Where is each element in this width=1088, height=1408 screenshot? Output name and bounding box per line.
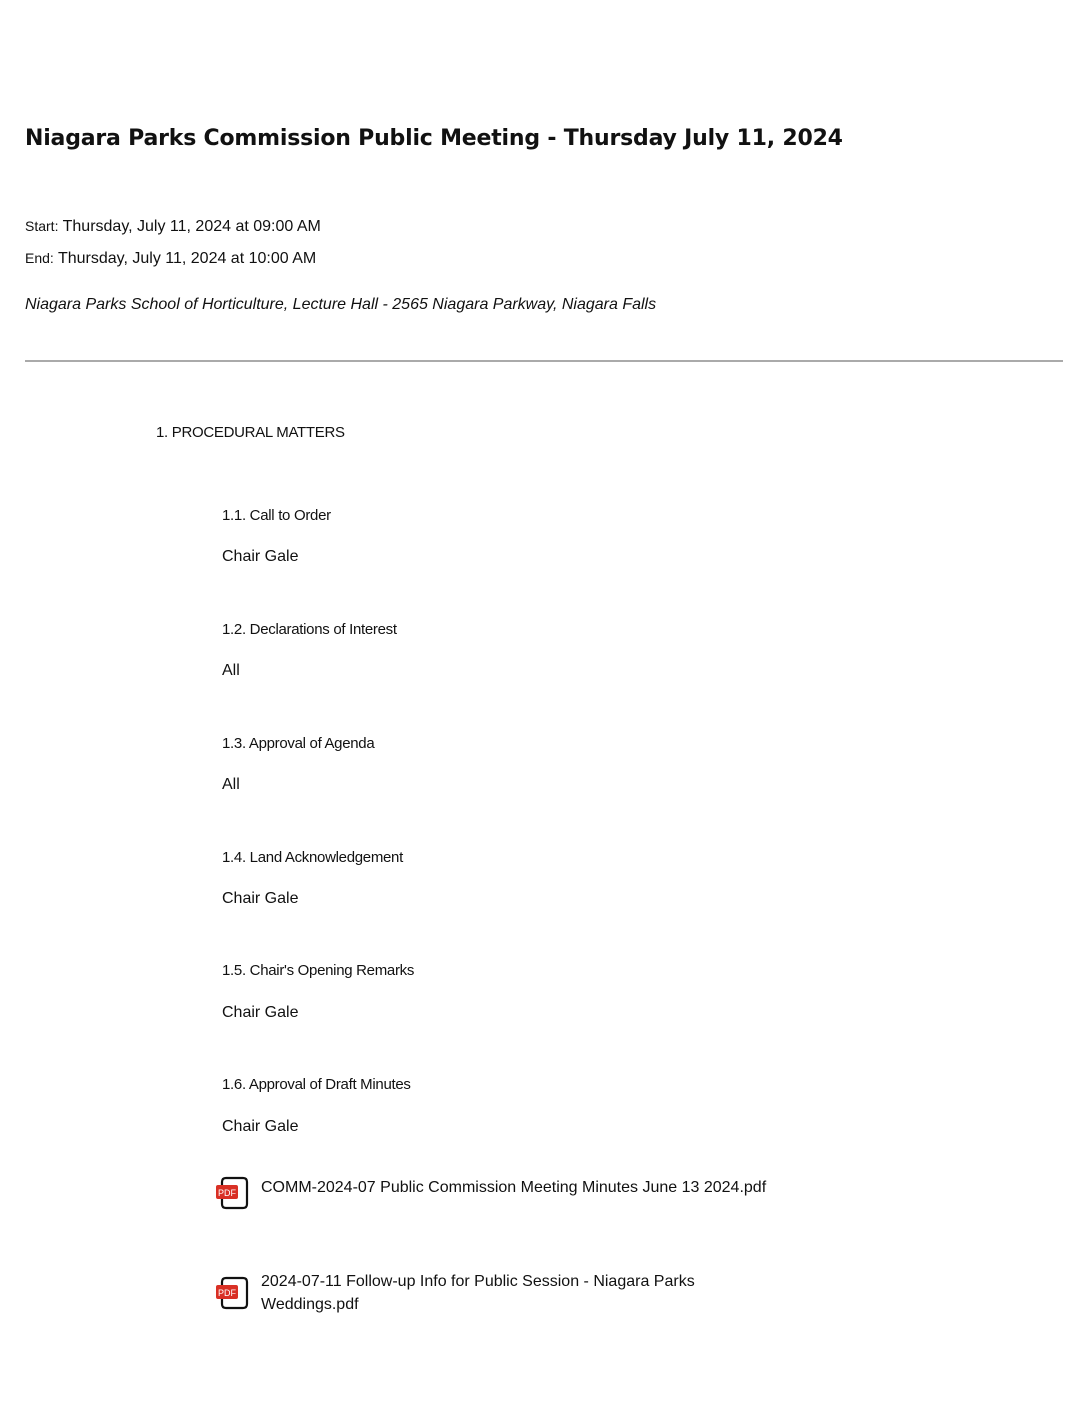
agenda-item-title: 1.1. Call to Order — [222, 507, 331, 524]
start-value: Thursday, July 11, 2024 at 09:00 AM — [62, 218, 321, 235]
end-label: End: — [25, 250, 54, 266]
end-value: Thursday, July 11, 2024 at 10:00 AM — [57, 250, 317, 267]
start-label: Start: — [25, 218, 59, 234]
attachment-minutes-pdf[interactable] — [216, 1176, 781, 1210]
pdf-file-icon — [216, 1176, 250, 1210]
attachment-weddings-pdf[interactable] — [216, 1270, 781, 1316]
agenda-item-presenter: All — [222, 662, 240, 679]
agenda-item-title: 1.6. Approval of Draft Minutes — [222, 1076, 411, 1093]
agenda-item-title: 1.4. Land Acknowledgement — [222, 849, 403, 866]
agenda-item-presenter: Chair Gale — [222, 890, 299, 907]
meeting-location: Niagara Parks School of Horticulture, Lecture Hall - 2565 Niagara Parkway, Niagara Falls — [25, 296, 657, 313]
agenda-item-presenter: Chair Gale — [222, 548, 299, 565]
meeting-title: Niagara Parks Commission Public Meeting - Thursday July 11, 2024 — [25, 126, 843, 151]
agenda-item-presenter: Chair Gale — [222, 1118, 299, 1135]
meeting-start — [25, 218, 321, 236]
pdf-badge-label: PDF — [218, 1188, 236, 1198]
attachment-link[interactable]: 2024-07-11 Follow-up Info for Public Session - Niagara Parks Weddings.pdf — [261, 1273, 695, 1313]
agenda-item-presenter: Chair Gale — [222, 1004, 299, 1021]
section-heading-procedural-matters: 1. PROCEDURAL MATTERS — [156, 424, 345, 441]
attachment-link[interactable]: COMM-2024-07 Public Commission Meeting Minutes June 13 2024.pdf — [261, 1179, 767, 1196]
header-divider — [25, 360, 1063, 362]
agenda-item-title: 1.3. Approval of Agenda — [222, 735, 375, 752]
agenda-item-presenter: All — [222, 776, 240, 793]
meeting-end — [25, 250, 316, 268]
pdf-badge-label: PDF — [218, 1288, 236, 1298]
agenda-item-title: 1.5. Chair's Opening Remarks — [222, 962, 415, 979]
agenda-item-title: 1.2. Declarations of Interest — [222, 621, 397, 638]
pdf-file-icon — [216, 1276, 250, 1310]
